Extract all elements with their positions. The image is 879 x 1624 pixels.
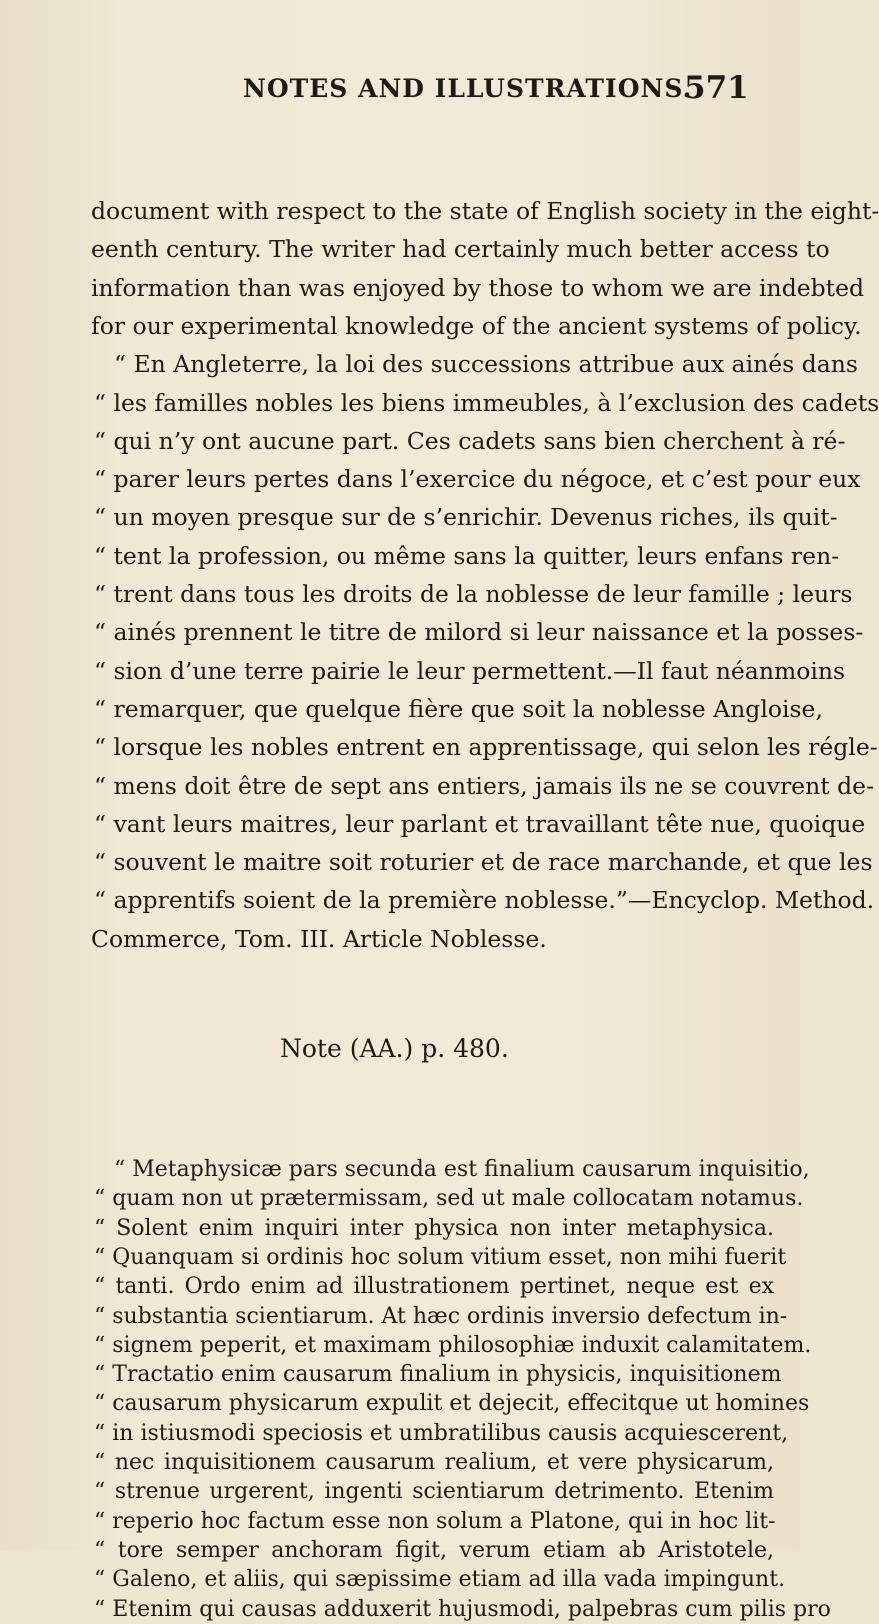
text-line: “ tore semper anchoram figit, verum etiam ab Aristotele, <box>94 1537 774 1563</box>
text-line: “ Quanquam si ordinis hoc solum vitium esset, non mihi fuerit <box>94 1244 787 1270</box>
text-line: “ in istiusmodi speciosis et umbratilibus causis acquiescerent, <box>94 1420 789 1446</box>
text-line: “ Etenim qui causas adduxerit hujusmodi, palpebras cum pilis pro <box>94 1596 831 1622</box>
text-line: “ sion d’une terre pairie le leur permettent.—Il faut néanmoins <box>94 656 846 685</box>
text-line: “ En Angleterre, la loi des successions attribue aux ainés dans <box>114 350 858 379</box>
text-line: “ remarquer, que quelque fière que soit la noblesse Angloise, <box>94 694 823 723</box>
text-line: for our experimental knowledge of the ancient systems of policy. <box>91 311 862 340</box>
note-heading: Note (AA.) p. 480. <box>280 1034 509 1063</box>
text-line: “ Solent enim inquiri inter physica non inter metaphysica. <box>94 1215 774 1241</box>
text-line: “ tent la profession, ou même sans la quitter, leurs enfans ren- <box>94 541 840 570</box>
text-line: “ mens doit être de sept ans entiers, jamais ils ne se couvrent de- <box>94 771 875 800</box>
text-line: “ trent dans tous les droits de la noblesse de leur famille ; leurs <box>94 580 853 608</box>
text-line: information than was enjoyed by those to whom we are indebted <box>91 273 865 302</box>
text-line: “ lorsque les nobles entrent en apprentissage, qui selon les régle- <box>94 733 878 762</box>
text-line: “ souvent le maitre soit roturier et de race marchande, et que les <box>94 848 873 877</box>
text-line: “ quam non ut prætermissam, sed ut male collocatam notamus. <box>94 1186 804 1212</box>
text-line: “ substantia scientiarum. At hæc ordinis inversio defectum in- <box>94 1303 788 1329</box>
text-line: “ ainés prennent le titre de milord si leur naissance et la posses- <box>94 618 864 647</box>
text-line: “ les familles nobles les biens immeubles, à l’exclusion des cadets <box>94 388 879 417</box>
text-line: “ reperio hoc factum esse non solum a Platone, qui in hoc lit- <box>94 1508 776 1534</box>
text-line: “ apprentifs soient de la première noblesse.”—Encyclop. Method. <box>94 886 875 915</box>
text-line: document with respect to the state of English society in the eight- <box>91 197 879 225</box>
citation-line: Commerce, Tom. III. Article Noblesse. <box>91 924 547 953</box>
text-line: “ qui n’y ont aucune part. Ces cadets sans bien cherchent à ré- <box>94 426 846 455</box>
page-number: 571 <box>684 70 749 106</box>
text-line: eenth century. The writer had certainly much better access to <box>91 235 830 264</box>
text-line: “ parer leurs pertes dans l’exercice du négoce, et c’est pour eux <box>94 465 861 494</box>
text-line: “ vant leurs maitres, leur parlant et travaillant tête nue, quoique <box>94 809 866 838</box>
text-line: “ tanti. Ordo enim ad illustrationem pertinet, neque est ex <box>94 1274 774 1300</box>
text-line: “ causarum physicarum expulit et dejecit, effecitque ut homines <box>94 1391 810 1417</box>
text-line: “ signem peperit, et maximam philosophiæ induxit calamitatem. <box>94 1332 812 1358</box>
text-line: “ Tractatio enim causarum finalium in physicis, inquisitionem <box>94 1362 782 1388</box>
running-head-title: NOTES AND ILLUSTRATIONS. <box>243 74 693 103</box>
text-line: “ nec inquisitionem causarum realium, et vere physicarum, <box>94 1450 774 1475</box>
text-line: “ Metaphysicæ pars secunda est finalium causarum inquisitio, <box>114 1157 810 1182</box>
text-line: “ strenue urgerent, ingenti scientiarum detrimento. Etenim <box>94 1479 774 1505</box>
text-line: “ un moyen presque sur de s’enrichir. Devenus riches, ils quit- <box>94 503 838 532</box>
text-line: “ Galeno, et aliis, qui sæpissime etiam ad illa vada impingunt. <box>94 1567 786 1593</box>
running-head <box>0 70 800 110</box>
